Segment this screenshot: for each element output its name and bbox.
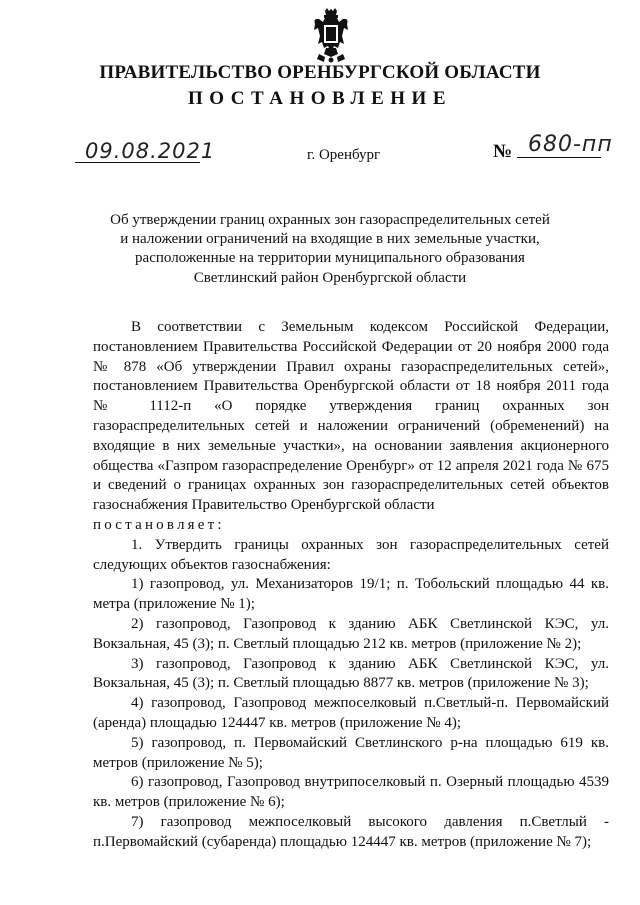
document-body (93, 318, 609, 853)
subject-line: и наложении ограничений на входящие в них земельные участки, (120, 231, 540, 248)
subitem: 7) газопровод межпоселковый высокого давления п.Светлый - п.Первомайский (субаренда) площадью 124447 кв. метров (приложение № 7); (93, 813, 609, 850)
date-underline (75, 162, 200, 163)
number-sign: № (493, 141, 513, 162)
document-date: 09.08.2021 (85, 139, 216, 163)
subitem: 1) газопровод, ул. Механизаторов 19/1; п. Тобольский площадью 44 кв. метра (приложение № 1); (93, 576, 609, 613)
subitem: 6) газопровод, Газопровод внутрипоселковый п. Озерный площадью 4539 кв. метров (приложение № 6); (93, 774, 609, 811)
government-title: ПРАВИТЕЛЬСТВО ОРЕНБУРГСКОЙ ОБЛАСТИ (99, 62, 541, 83)
subject-line: Об утверждении границ охранных зон газораспределительных сетей (110, 212, 550, 228)
decree-word: постановляет: (93, 516, 225, 533)
subject-line: Светлинский район Оренбургской области (193, 269, 467, 286)
coat-of-arms-icon (311, 8, 351, 64)
subitem: 2) газопровод, Газопровод к зданию АБК Светлинской КЭС, ул. Вокзальная, 45 (3); п. Светлый площадью 212 кв. метров (приложение № 2); (93, 615, 609, 652)
subitem: 4) газопровод, Газопровод межпоселковый п.Светлый-п. Первомайский (аренда) площадью 124447 кв. метров (приложение № 4); (93, 695, 609, 731)
number-underline (517, 157, 601, 158)
city: г. Оренбург (307, 147, 381, 163)
preamble-paragraph: В соответствии с Земельным кодексом Российской Федерации, постановлением Правительства Российской Федерации от 20 ноября 2000 года № 878 «Об утверждении Правил охраны газораспределительных сетей», постановлением Правительства Оренбургской области от 18 ноября 2011 года № 1112-п «О порядке утверждения границ охранных зон газораспределительных сетей и наложении ограничений (обременений) на входящие в них земельные участки», на основании заявления акционерного общества «Газпром газораспределение Оренбург» от 12 апреля 2021 года № 675 и сведений о границах охранных зон газораспределительных сетей объектов газоснабжения Правительство Оренбургской области (93, 319, 609, 514)
subject-line: расположенные на территории муниципального образования (135, 250, 525, 267)
document-number: 680-пп (528, 132, 613, 157)
subitem: 5) газопровод, п. Первомайский Светлинского р-на площадью 619 кв. метров (приложение № 5); (93, 734, 609, 771)
item-1: 1. Утвердить границы охранных зон газораспределительных сетей следующих объектов газоснабжения: (93, 536, 609, 573)
document-type: ПОСТАНОВЛЕНИЕ (187, 88, 453, 109)
document-subject (90, 211, 570, 288)
subitem: 3) газопровод, Газопровод к зданию АБК Светлинской КЭС, ул. Вокзальная, 45 (3); п. Светлый площадью 8877 кв. метров (приложение № 3); (93, 655, 609, 692)
